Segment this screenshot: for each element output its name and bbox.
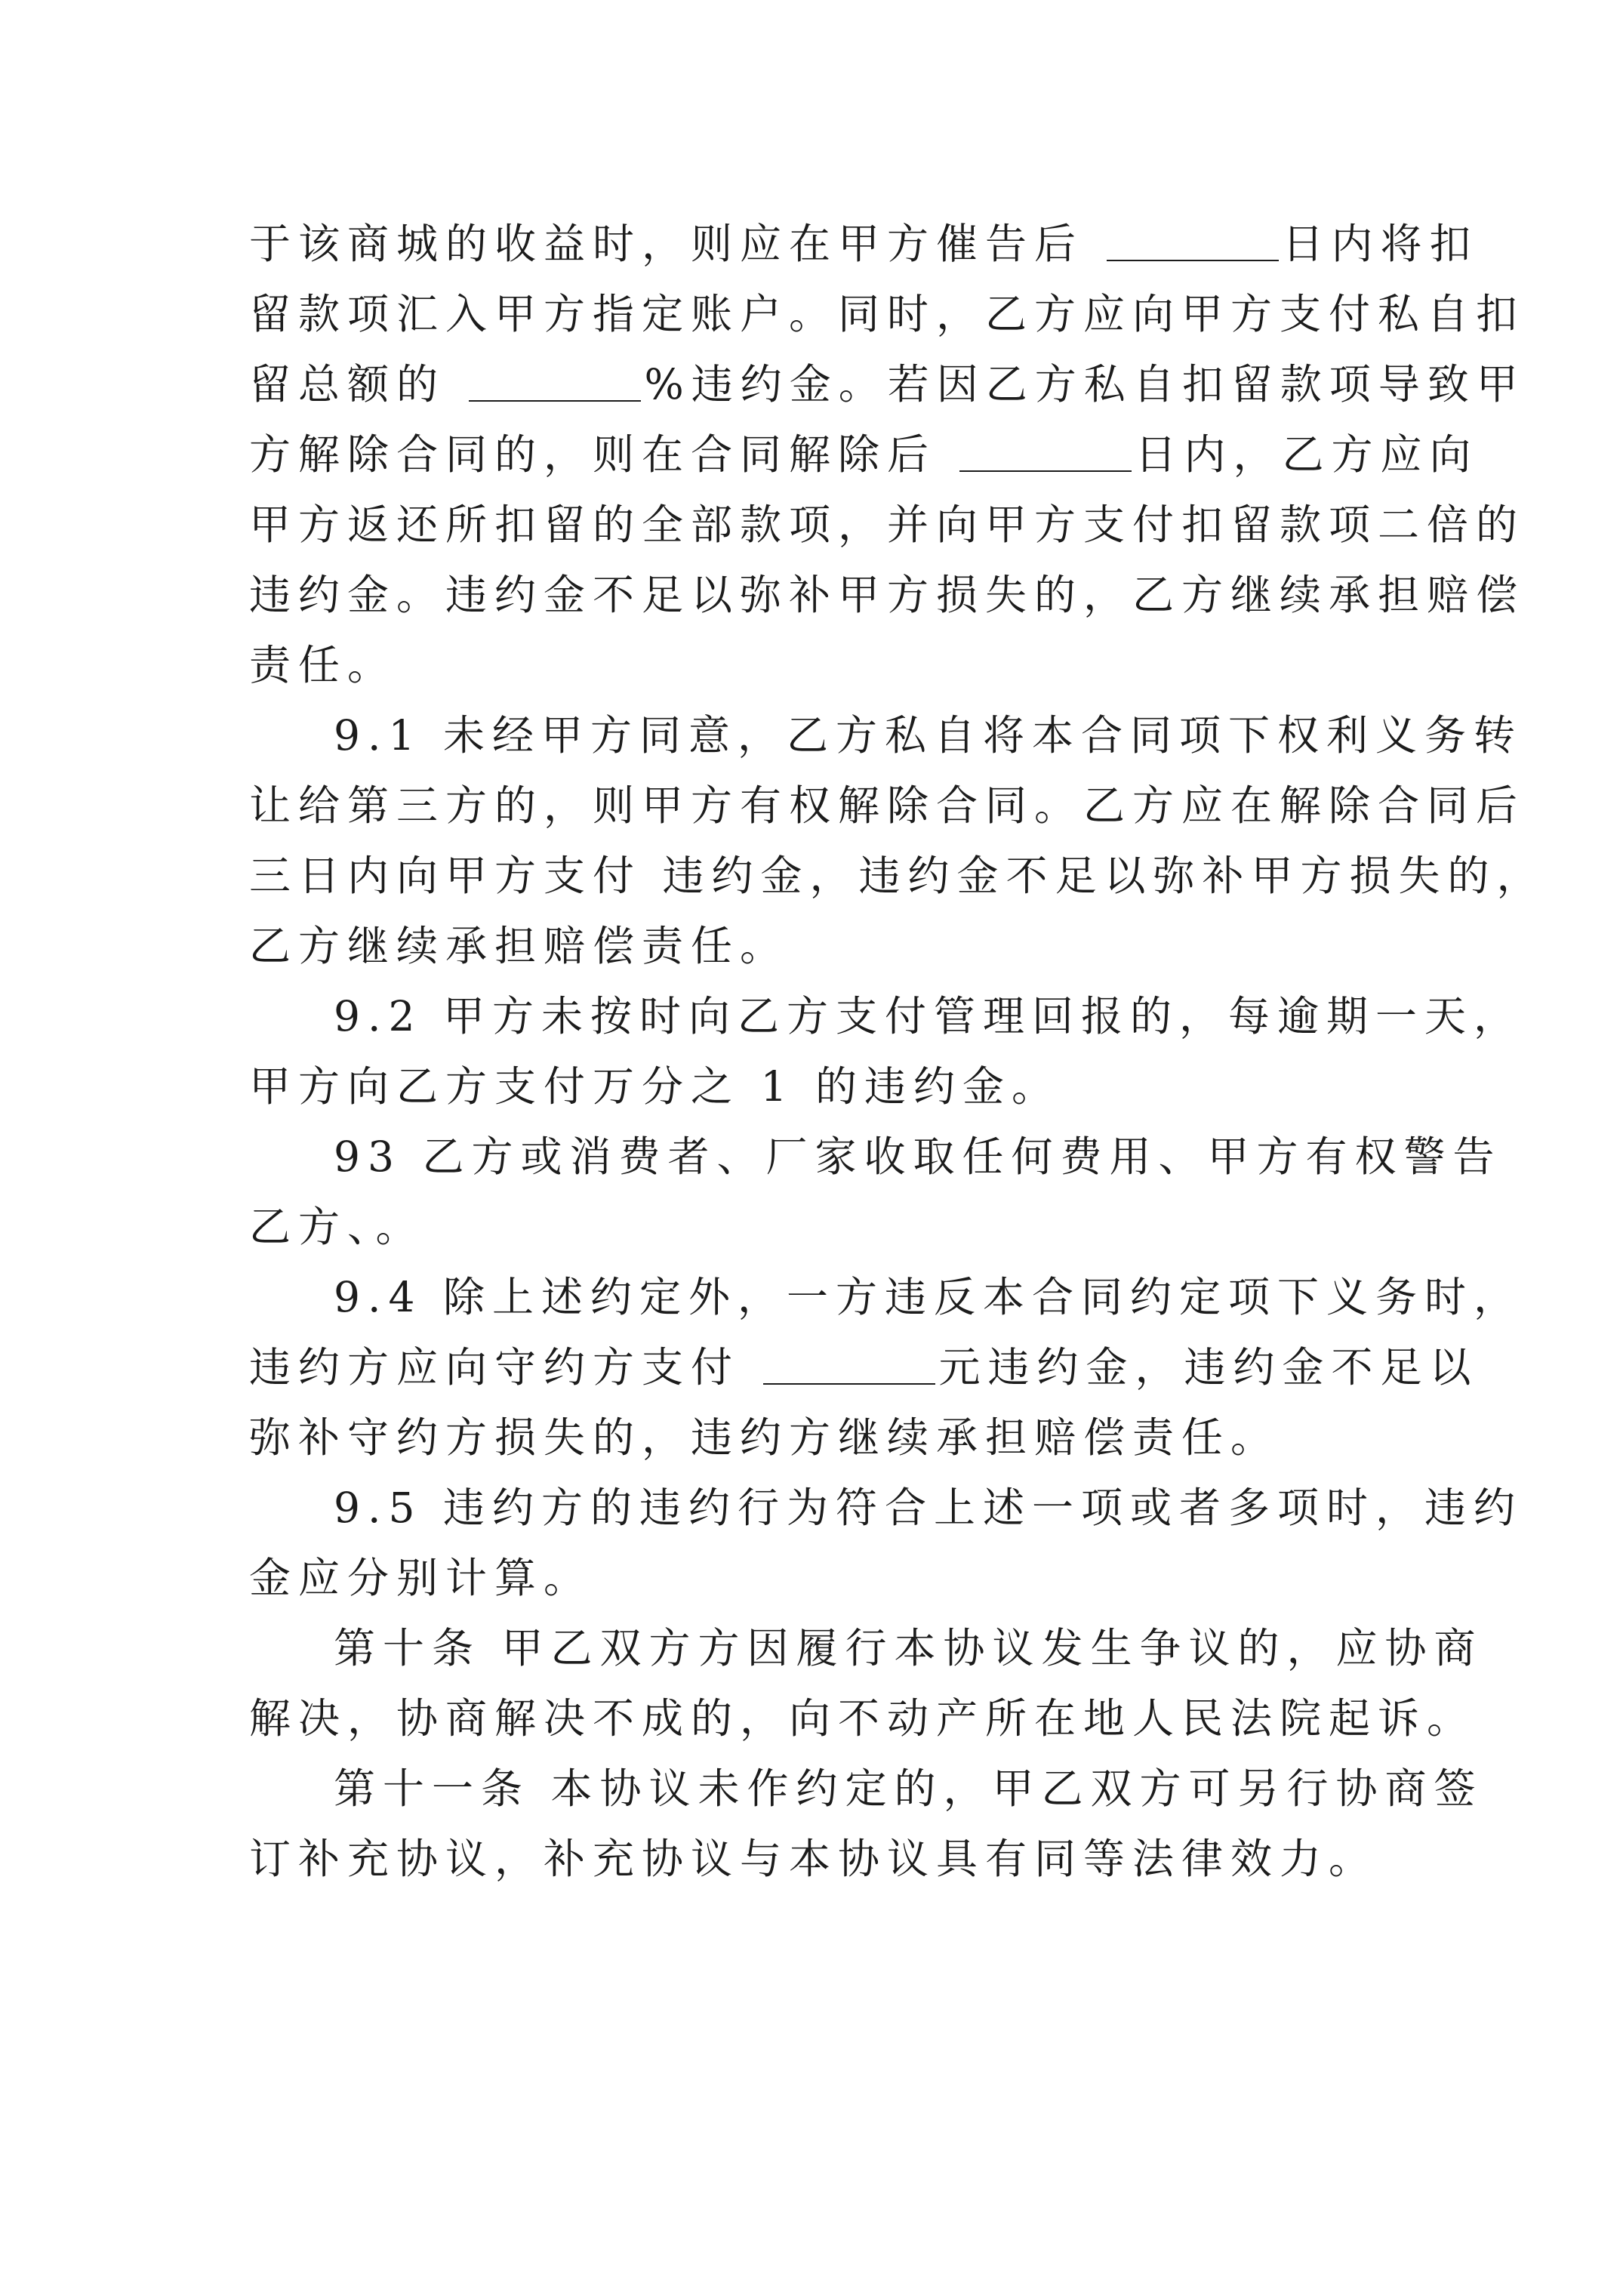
text-line: 方解除合同的，则在合同解除后 日内，乙方应向 (249, 430, 1479, 479)
text-line: 93 乙方或消费者、厂家收取任何费用、甲方有权警告 (334, 1133, 1502, 1181)
paragraph-clause-9-5 (249, 1473, 1523, 1613)
fill-in-blank[interactable] (959, 429, 1132, 472)
text-line: 订补充协议，补充协议与本协议具有同等法律效力。 (249, 1835, 1378, 1883)
fill-in-blank[interactable] (469, 359, 641, 402)
text-line: 9.2 甲方未按时向乙方支付管理回报的，每逾期一天， (334, 992, 1523, 1040)
text-line: 违约金。违约金不足以弥补甲方损失的，乙方继续承担赔偿 (249, 571, 1526, 619)
paragraph-clause-9-2 (249, 982, 1523, 1122)
text-line: 9.4 除上述约定外，一方违反本合同约定项下义务时， (334, 1273, 1523, 1321)
text-line: 甲方向乙方支付万分之 1 的违约金。 (249, 1062, 1061, 1111)
fill-in-blank[interactable] (1107, 218, 1279, 261)
text-line: 金应分别计算。 (249, 1554, 593, 1602)
paragraph-article-10 (249, 1613, 1483, 1754)
paragraph-clause-9-1 (249, 701, 1546, 982)
paragraph-penalty-withholding (249, 209, 1526, 701)
text-line: 留款项汇入甲方指定账户。同时，乙方应向甲方支付私自扣 (249, 290, 1526, 338)
text-line: 三日内向甲方支付 违约金，违约金不足以弥补甲方损失的， (249, 852, 1546, 900)
paragraph-article-11 (249, 1754, 1483, 1894)
text-line: 让给第三方的，则甲方有权解除合同。乙方应在解除合同后 (249, 781, 1526, 830)
text-line: 乙方继续承担赔偿责任。 (249, 922, 790, 970)
text-line: 于该商城的收益时，则应在甲方催告后 日内将扣 (249, 220, 1479, 268)
fill-in-blank[interactable] (763, 1342, 935, 1385)
text-line: 乙方、。 (249, 1203, 425, 1251)
text-line: 违约方应向守约方支付 元违约金，违约金不足以 (249, 1343, 1479, 1391)
paragraph-clause-9-4 (249, 1262, 1523, 1473)
text-line: 9.5 违约方的违约行为符合上述一项或者多项时，违约 (334, 1484, 1523, 1532)
text-line: 9.1 未经甲方同意，乙方私自将本合同项下权利义务转 (334, 711, 1523, 760)
text-line: 第十一条 本协议未作约定的，甲乙双方可另行协商签 (334, 1764, 1483, 1813)
paragraph-clause-9-3 (249, 1122, 1502, 1262)
text-line: 解决，协商解决不成的，向不动产所在地人民法院起诉。 (249, 1694, 1477, 1743)
text-line: 留总额的 %违约金。若因乙方私自扣留款项导致甲 (249, 360, 1526, 408)
text-line: 甲方返还所扣留的全部款项，并向甲方支付扣留款项二倍的 (249, 501, 1526, 549)
text-line: 责任。 (249, 641, 397, 689)
text-line: 弥补守约方损失的，违约方继续承担赔偿责任。 (249, 1413, 1280, 1462)
text-line: 第十条 甲乙双方方因履行本协议发生争议的，应协商 (334, 1624, 1483, 1672)
document-body (249, 209, 1546, 1894)
